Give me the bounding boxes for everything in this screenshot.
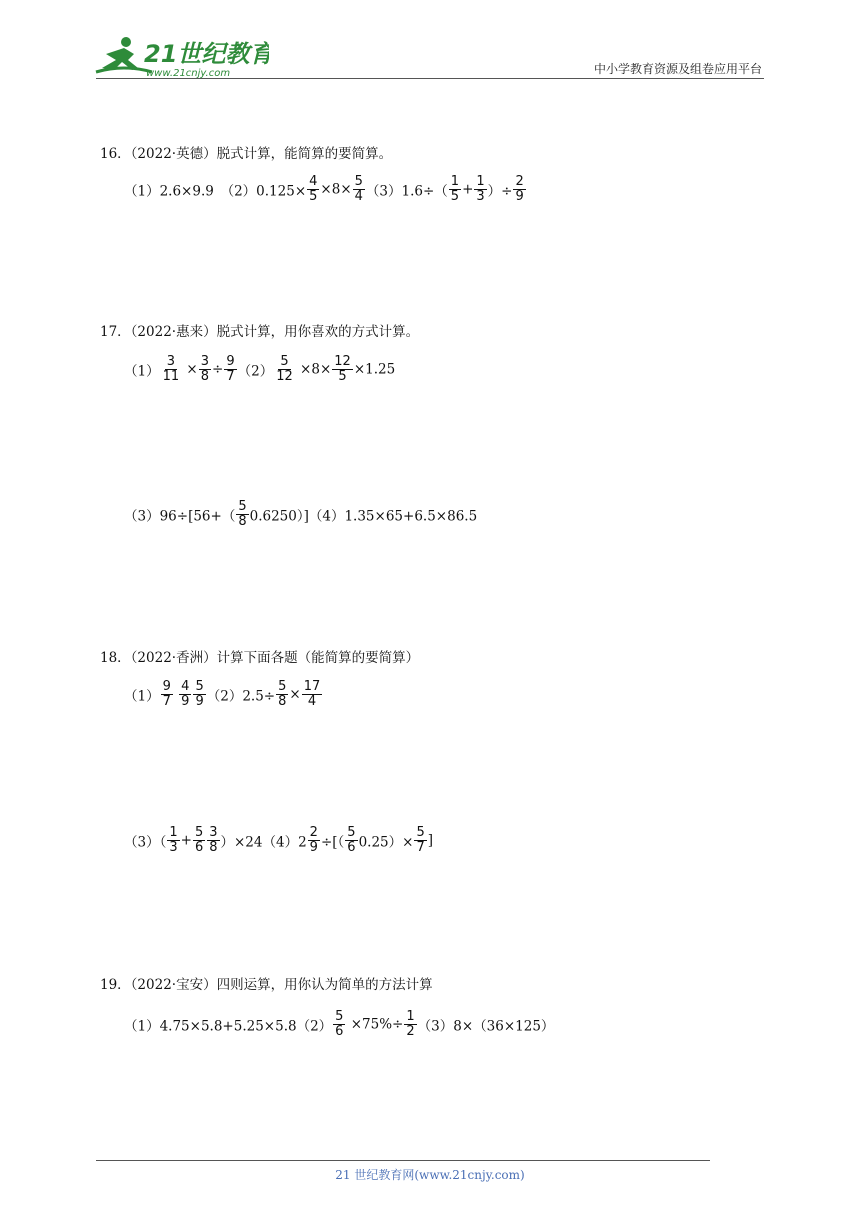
text-segment: （1） [124, 363, 160, 380]
text-segment: × [182, 361, 198, 378]
text-segment: （3）（ [124, 834, 167, 851]
fraction: $\frac{1}{5}$ [450, 174, 460, 204]
fraction: $\frac{4}{9}$ [181, 679, 190, 709]
fraction: $\frac{17}{4}$ [303, 679, 321, 709]
runner-logo-icon [94, 34, 269, 78]
question-17-title: 17．（2022·惠来）脱式计算，用你喜欢的方式计算。 [100, 324, 420, 340]
footer-divider [96, 1160, 710, 1161]
fraction: $\frac{5}{6}$ [194, 825, 204, 855]
text-segment: （3）1.6÷（ [365, 183, 448, 200]
fraction: $\frac{9}{7}$ [162, 679, 171, 709]
fraction: $\frac{5}{4}$ [354, 174, 363, 204]
fraction: $\frac{5}{12}$ [276, 354, 293, 384]
question-18-problems-2 [124, 826, 433, 855]
fraction: $\frac{5}{7}$ [416, 825, 425, 855]
fraction: $\frac{5}{8}$ [238, 499, 247, 529]
fraction: $\frac{12}{5}$ [334, 354, 351, 384]
text-segment: × [289, 686, 301, 703]
fraction: $\frac{3}{8}$ [209, 825, 218, 855]
text-segment: ×75%÷ [346, 1016, 404, 1033]
text-segment: ）÷ [487, 183, 513, 200]
fraction: $\frac{2}{9}$ [515, 174, 524, 204]
text-segment: （1）4.75×5.8+5.25×5.8（2） [124, 1018, 333, 1035]
text-segment: ）×24（4）2 [220, 834, 307, 851]
footer-link[interactable]: 21 世纪教育网(www.21cnjy.com) [335, 1168, 525, 1182]
fraction: $\frac{3}{8}$ [200, 354, 210, 384]
text-segment: （3）96÷[56+（ [124, 508, 236, 525]
text-segment: 0.25）× [358, 834, 414, 851]
text-segment [174, 687, 178, 703]
text-segment: + [462, 181, 474, 198]
text-segment: （3）8×（36×125） [417, 1018, 555, 1035]
site-name: 中小学教育资源及组卷应用平台 [593, 62, 762, 76]
fraction: $\frac{1}{3}$ [169, 825, 178, 855]
text-segment: ÷ [212, 361, 224, 378]
fraction: $\frac{5}{6}$ [347, 825, 356, 855]
fraction: $\frac{5}{9}$ [195, 679, 204, 709]
fraction: $\frac{5}{6}$ [335, 1009, 344, 1039]
question-18-problems-1 [124, 680, 323, 709]
text-segment: （2）2.5÷ [206, 688, 276, 705]
text-segment: （1）2.6×9.9 （2）0.125× [124, 183, 307, 200]
svg-text:21世纪教育: 21世纪教育 [144, 40, 269, 68]
text-segment: ×8× [295, 361, 332, 378]
question-16-problems [124, 175, 527, 204]
fraction: $\frac{1}{2}$ [406, 1009, 415, 1039]
question-17-problems-2 [124, 500, 477, 529]
text-segment: ×8× [320, 181, 352, 198]
text-segment: + [180, 832, 192, 849]
fraction: $\frac{5}{8}$ [278, 679, 287, 709]
svg-text:www.21cnjy.com: www.21cnjy.com [146, 68, 231, 78]
fraction: $\frac{1}{3}$ [476, 174, 485, 204]
fraction: $\frac{9}{7}$ [226, 354, 235, 384]
text-segment: ÷[（ [320, 834, 345, 851]
text-segment: ×1.25 [353, 361, 396, 378]
question-17-problems-1 [124, 355, 395, 384]
fraction: $\frac{4}{5}$ [309, 174, 318, 204]
text-segment: （2） [237, 363, 274, 380]
text-segment: ] [427, 832, 434, 849]
question-16-title: 16．（2022·英德）脱式计算，能简算的要简算。 [100, 146, 393, 162]
text-segment: （1） [124, 688, 160, 705]
question-19-title: 19．（2022·宝安）四则运算，用你认为简单的方法计算 [100, 977, 433, 993]
question-18-title: 18．（2022·香洲）计算下面各题（能简算的要简算） [100, 650, 420, 666]
fraction: $\frac{3}{11}$ [162, 354, 180, 384]
question-19-problems [124, 1010, 554, 1039]
header-divider [96, 78, 764, 79]
logo [94, 34, 269, 78]
text-segment: 0.6250）]（4）1.35×65+6.5×86.5 [249, 508, 478, 525]
fraction: $\frac{2}{9}$ [309, 825, 318, 855]
